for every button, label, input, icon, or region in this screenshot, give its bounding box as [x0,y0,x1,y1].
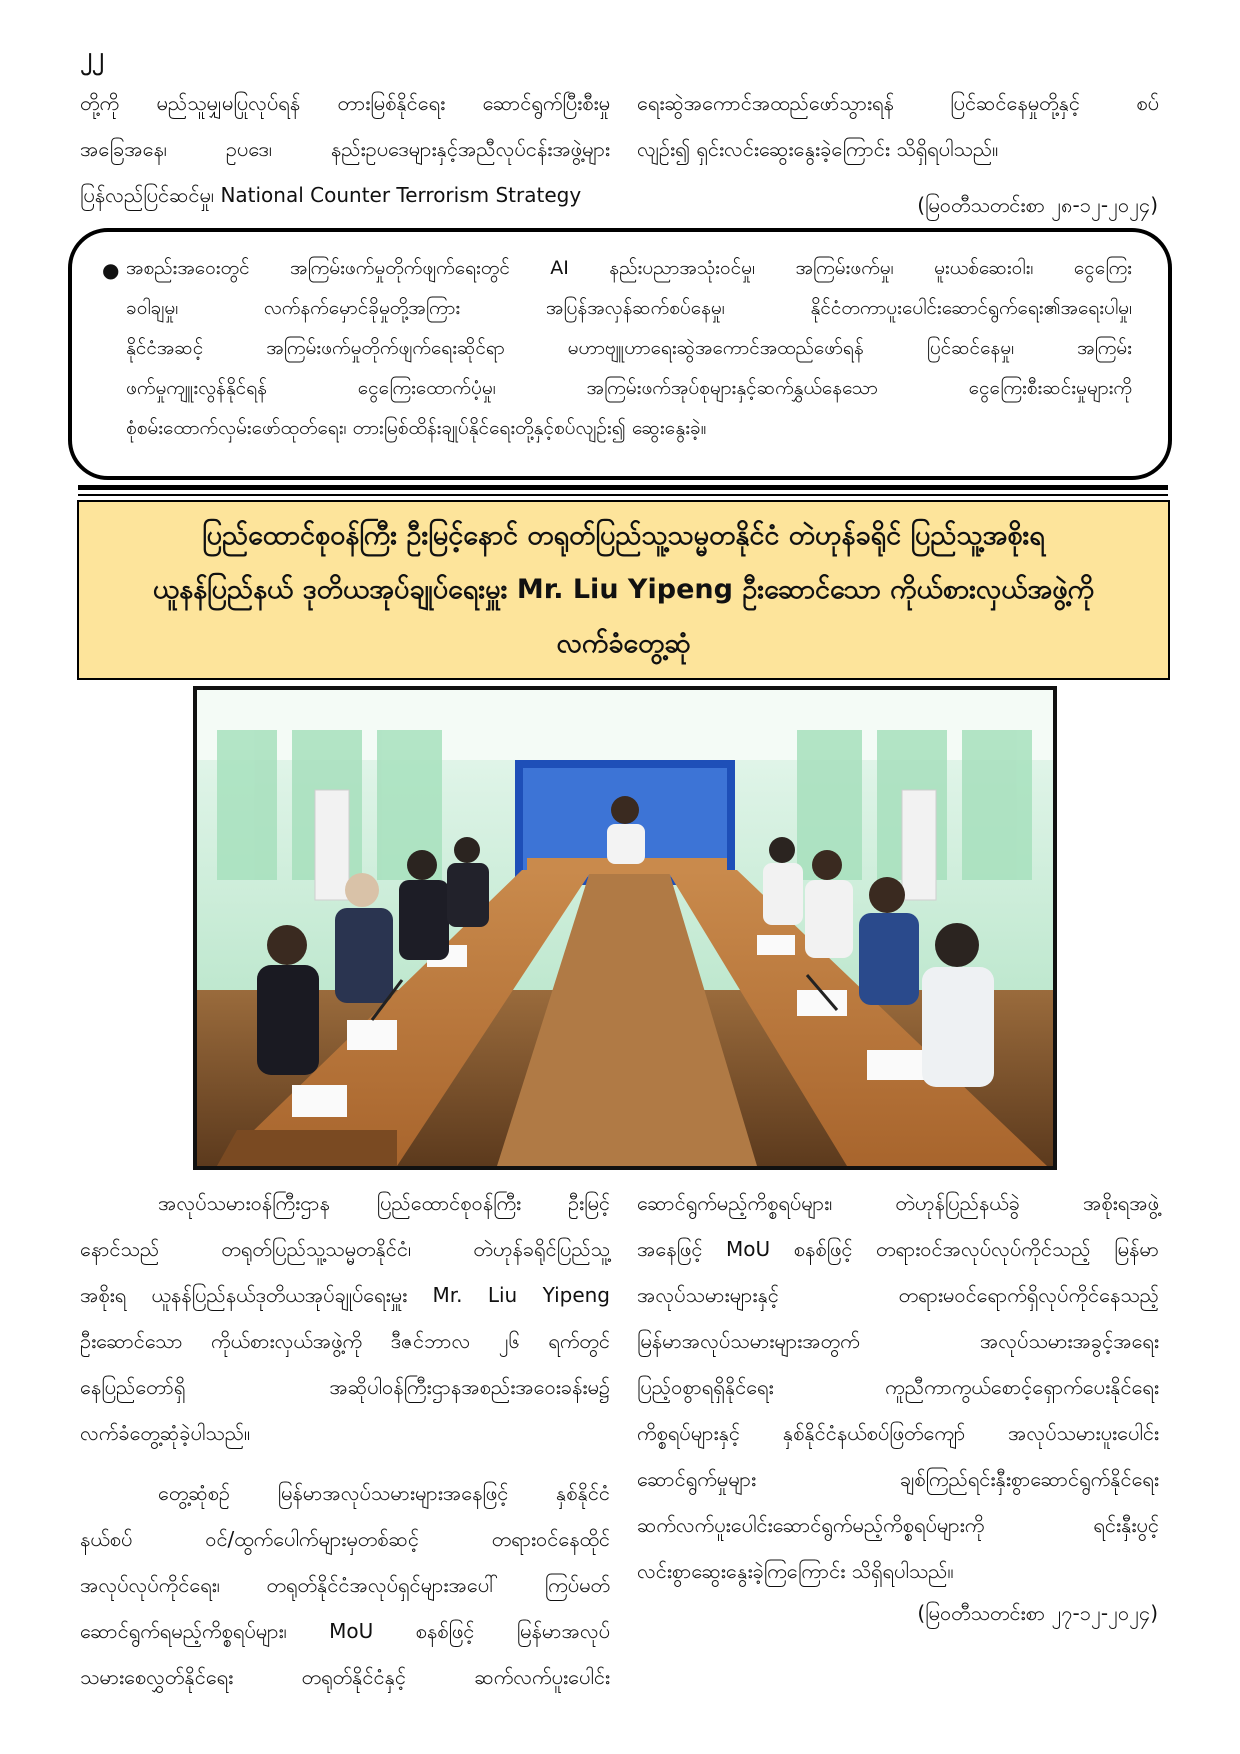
text-line: အလုပ်သမားများနှင့် တရားမဝင်ရောက်ရှိလုပ်ကိုင်နေသည့် [637,1283,1159,1307]
text-line: ဆက်လက်ပူးပေါင်းဆောင်ရွက်မည့်ကိစ္စရပ်များကို ရင်းနှီးပွင့် [637,1513,1159,1537]
text-line: အလုပ်သမားဝန်ကြီးဌာန ပြည်ထောင်စုဝန်ကြီး ဦးမြင့် [158,1191,610,1215]
text-line: လျဉ်း၍ ရှင်းလင်းဆွေးနွေးခဲ့ကြောင်း သိရှိရပါသည်။ [637,137,999,161]
text-line: အစည်းအဝေးတွင် အကြမ်းဖက်မှုတိုက်ဖျက်ရေးတွင် AI နည်းပညာအသုံးဝင်မှု၊ အကြမ်းဖက်မှု၊ မူးယစ်ဆေးဝါး၊ ငွေကြေး [126,257,1132,279]
text-line: နေပြည်တော်ရှိ အဆိုပါဝန်ကြီးဌာနအစည်းအဝေးခန်းမ၌ [80,1375,610,1399]
bottom-article-right-column [637,1180,1159,1594]
text-line: ဆောင်ရွက်ရမည့်ကိစ္စရပ်များ၊ MoU စနစ်ဖြင့် မြန်မာအလုပ် [80,1619,610,1643]
text-line: ပြည့်ဝစွာရရှိနိုင်ရေး ကူညီကာကွယ်စောင့်ရှောက်ပေးနိုင်ရေး [637,1375,1159,1399]
text-line: အခြေအနေ၊ ဥပဒေ၊ နည်းဥပဒေများနှင့်အညီလုပ်ငန်းအဖွဲ့များ [80,137,610,161]
headline [153,509,1094,671]
text-line: နောင်သည် တရုတ်ပြည်သူ့သမ္မတနိုင်ငံ၊ တဲဟုန်ခရိုင်ပြည်သူ့ [80,1237,610,1261]
text-line: အနေဖြင့် MoU စနစ်ဖြင့် တရားဝင်အလုပ်လုပ်ကိုင်သည့် မြန်မာ [637,1237,1159,1261]
text-line: အစိုးရ ယူနန်ပြည်နယ်ဒုတိယအုပ်ချုပ်ရေးမှူး Mr. Liu Yipeng [80,1283,610,1307]
text-line: မြန်မာအလုပ်သမားများအတွက် အလုပ်သမားအခွင့်အရေး [637,1329,1159,1353]
summary-text [126,248,1132,448]
text-line: ကိစ္စရပ်များနှင့် နှစ်နိုင်ငံနယ်စပ်ဖြတ်ကျော် အလုပ်သမားပူးပေါင်း [637,1421,1159,1445]
text-line: ဦးဆောင်သော ကိုယ်စားလှယ်အဖွဲ့ကို ဒီဇင်ဘာလ ၂၆ ရက်တွင် [80,1329,610,1353]
text-line: တွေ့ဆုံစဉ် မြန်မာအလုပ်သမားများအနေဖြင့် နှစ်နိုင်ငံ [158,1481,610,1505]
section-divider [78,485,1168,490]
text-line: နိုင်ငံအဆင့် အကြမ်းဖက်မှုတိုက်ဖျက်ရေးဆိုင်ရာ မဟာဗျူဟာရေးဆွဲအကောင်အထည်ဖော်ရန် ပြင်ဆင်နေမှု၊ အကြမ်း [126,337,1132,359]
text-line: ဖက်မှုကျူးလွန်နိုင်ရန် ငွေကြေးထောက်ပံ့မှု၊ အကြမ်းဖက်အုပ်စုများနှင့်ဆက်နွှယ်နေသော ငွေကြေးစီးဆင်းမှုများကို [126,377,1132,399]
page-number: ၂၂ [80,42,104,70]
bottom-article-left-column [80,1180,610,1700]
text-line: တို့ကို မည်သူမျှမပြုလုပ်ရန် တားမြစ်နိုင်ရေး ဆောင်ရွက်ပြီးစီးမှု [80,91,610,115]
text-line: လင်းစွာဆွေးနွေးခဲ့ကြကြောင်း သိရှိရပါသည်။ [637,1559,954,1583]
text-line: ရေးဆွဲအကောင်အထည်ဖော်သွားရန် ပြင်ဆင်နေမှုတို့နှင့် စပ် [637,91,1159,115]
text-line: ဆောင်ရွက်မည့်ကိစ္စရပ်များ၊ တဲဟုန်ပြည်နယ်ခွဲ အစိုးရအဖွဲ့ [637,1191,1159,1215]
headline-line: ပြည်ထောင်စုဝန်ကြီး ဦးမြင့်နောင် တရုတ်ပြည်သူ့သမ္မတနိုင်ငံ တဲဟုန်ခရိုင် ပြည်သူ့အစိုးရ [202,520,1045,551]
meeting-photo [193,686,1057,1170]
text-line: အလုပ်လုပ်ကိုင်ရေး၊ တရုတ်နိုင်ငံအလုပ်ရှင်များအပေါ် ကြပ်မတ် [80,1573,610,1597]
summary-box [68,228,1172,480]
text-line: စုံစမ်းထောက်လှမ်းဖော်ထုတ်ရေး၊ တားမြစ်ထိန်းချုပ်နိုင်ရေးတို့နှင့်စပ်လျဉ်း၍ ဆွေးနွေးခဲ့။ [126,417,707,439]
meeting-room-illustration [197,690,1053,1166]
top-article-left-column [80,80,610,218]
bullet-icon: ● [102,258,120,282]
text-line: သမားစေလွှတ်နိုင်ရေး တရုတ်နိုင်ငံနှင့် ဆက်လက်ပူးပေါင်း [80,1665,610,1689]
text-line: နယ်စပ် ဝင်/ထွက်ပေါက်များမှတစ်ဆင့် တရားဝင်နေထိုင် [80,1527,610,1551]
headline-line: ယူနန်ပြည်နယ် ဒုတိယအုပ်ချုပ်ရေးမှူး Mr. Liu Yipeng ဦးဆောင်သော ကိုယ်စားလှယ်အဖွဲ့ကို [152,574,1095,605]
text-line: လက်ခံတွေ့ဆုံခဲ့ပါသည်။ [80,1421,251,1445]
text-line: ပြန်လည်ပြင်ဆင်မှု၊ National Counter Terrorism Strategy [80,183,582,207]
source-citation: (မြဝတီသတင်းစာ ၂၇-၁၂-၂၀၂၄) [917,1601,1158,1625]
section-divider [78,494,1168,496]
headline-line: လက်ခံတွေ့ဆုံ [556,628,691,659]
headline-box [77,500,1170,680]
top-article-right-column [637,80,1159,172]
text-line: ခဝါချမှု၊ လက်နက်မှောင်ခိုမှုတို့အကြား အပြန်အလှန်ဆက်စပ်နေမှု၊ နိုင်ငံတကာပူးပေါင်းဆောင်ရွက်ရေး၏အရေးပါမှု၊ [126,297,1132,319]
source-citation: (မြဝတီသတင်းစာ ၂၈-၁၂-၂၀၂၄) [917,193,1158,217]
text-line: ဆောင်ရွက်မှုများ ချစ်ကြည်ရင်းနှီးစွာဆောင်ရွက်နိုင်ရေး [637,1467,1159,1491]
